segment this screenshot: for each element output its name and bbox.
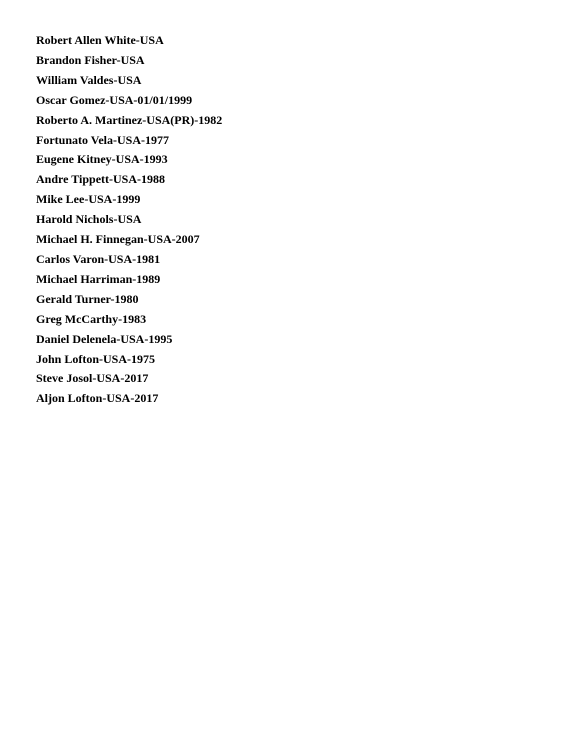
list-item: Michael Harriman-1989 xyxy=(36,271,161,286)
list-item: Fortunato Vela-USA-1977 xyxy=(36,132,170,147)
list-item: Steve Josol-USA-2017 xyxy=(36,371,149,386)
list-item: Roberto A. Martinez-USA(PR)-1982 xyxy=(36,112,223,127)
list-item: Brandon Fisher-USA xyxy=(36,52,145,67)
name-list xyxy=(36,31,222,409)
list-item: Greg McCarthy-1983 xyxy=(36,311,147,326)
list-item: Gerald Turner-1980 xyxy=(36,291,139,306)
list-item: William Valdes-USA xyxy=(36,72,142,87)
list-item: Daniel Delenela-USA-1995 xyxy=(36,331,173,346)
list-item: John Lofton-USA-1975 xyxy=(36,351,156,366)
list-item: Mike Lee-USA-1999 xyxy=(36,192,141,207)
list-item: Carlos Varon-USA-1981 xyxy=(36,251,161,266)
list-item: Aljon Lofton-USA-2017 xyxy=(36,391,159,406)
list-item: Michael H. Finnegan-USA-2007 xyxy=(36,232,200,247)
list-item: Eugene Kitney-USA-1993 xyxy=(36,152,168,167)
list-item: Oscar Gomez-USA-01/01/1999 xyxy=(36,92,193,107)
list-item: Harold Nichols-USA xyxy=(36,212,142,227)
list-item: Andre Tippett-USA-1988 xyxy=(36,172,166,187)
list-item: Robert Allen White-USA xyxy=(36,33,164,47)
